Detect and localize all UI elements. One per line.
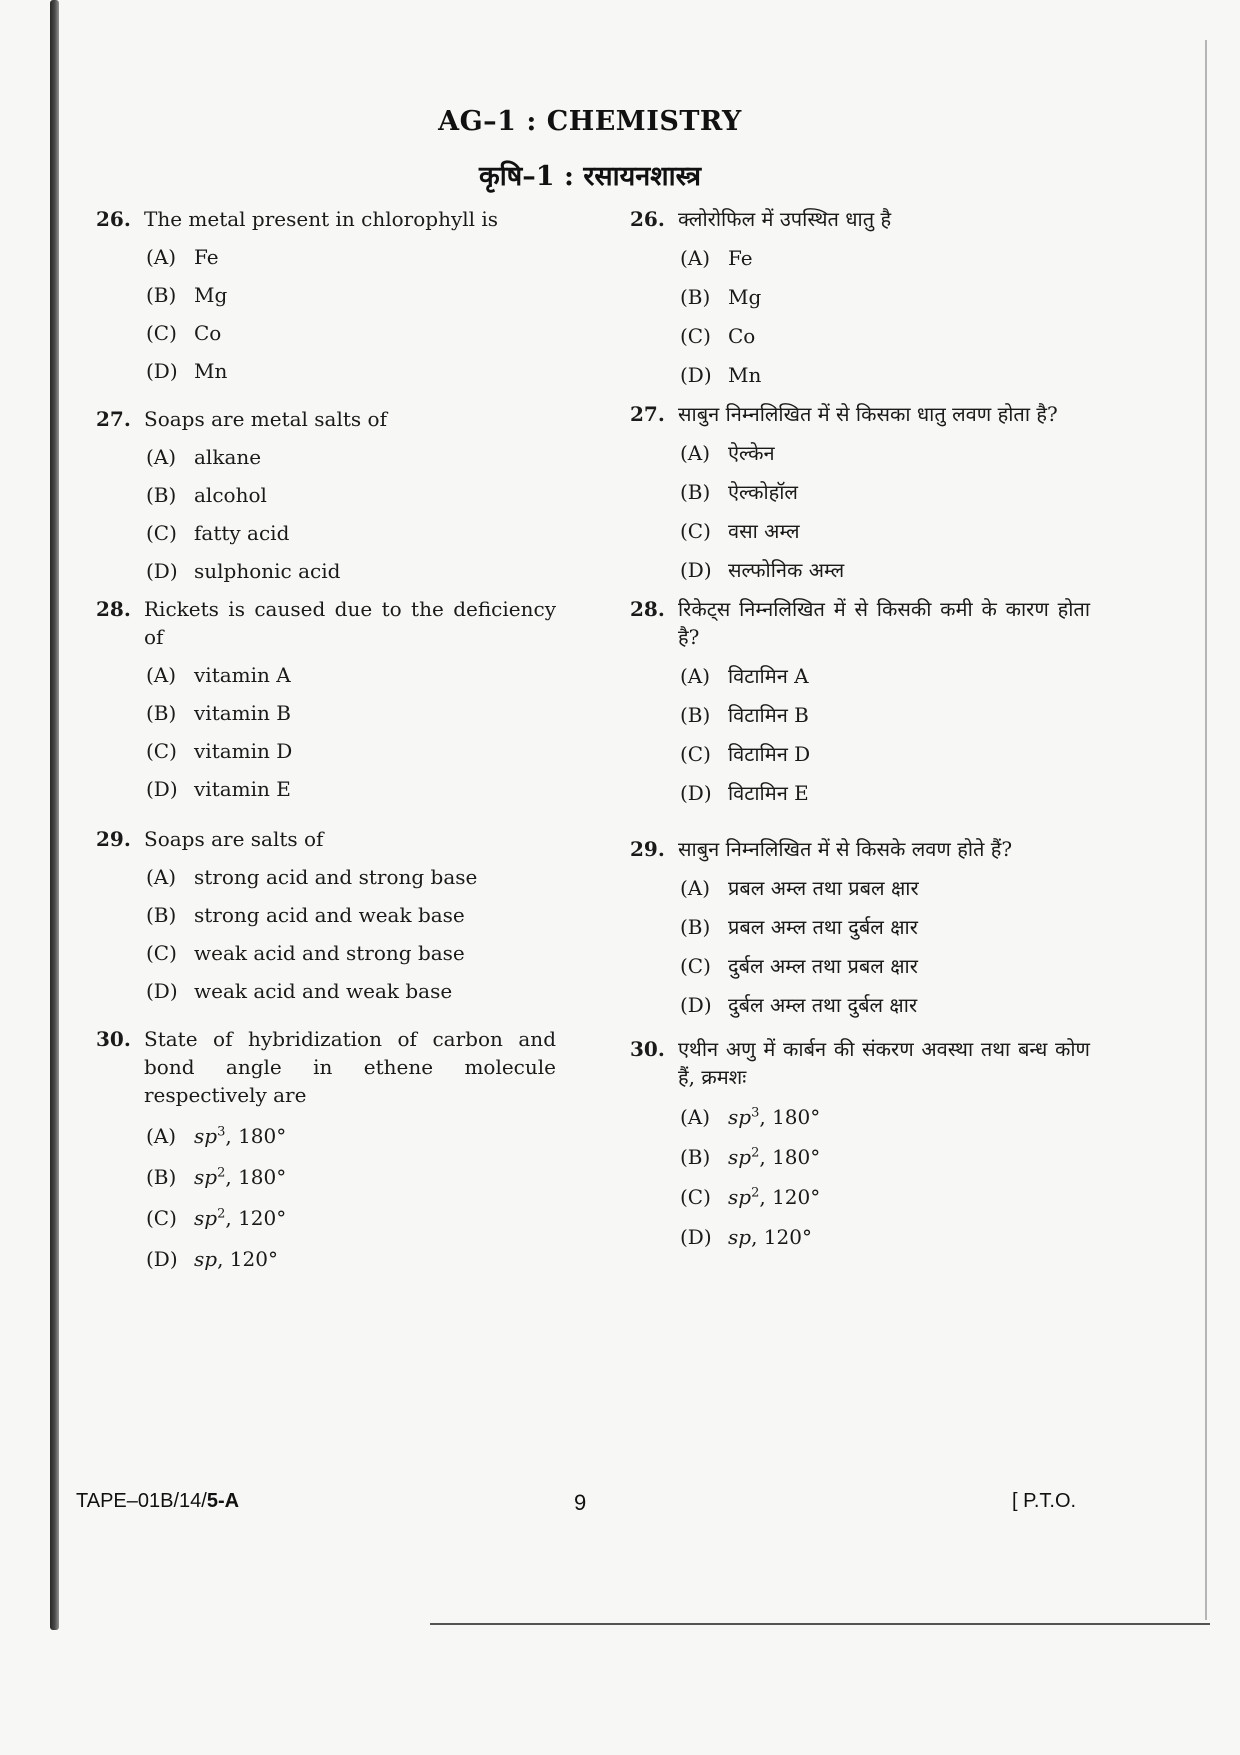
- option-text: sulphonic acid: [194, 559, 341, 583]
- option-label: (C): [680, 324, 711, 348]
- option-label: (C): [146, 941, 177, 965]
- option-text: प्रबल अम्ल तथा प्रबल क्षार: [728, 876, 919, 900]
- option-text: Co: [194, 321, 222, 345]
- option-row: [146, 243, 556, 271]
- option-label: (A): [680, 664, 711, 688]
- option-label: (B): [146, 701, 177, 725]
- option-text: Mn: [194, 359, 228, 383]
- option-row: [146, 481, 556, 509]
- superscript: 3: [751, 1105, 760, 1121]
- option-label: (C): [680, 742, 711, 766]
- option-label: (C): [146, 321, 177, 345]
- bond-angle: , 180°: [225, 1165, 287, 1189]
- option-row: [146, 519, 556, 547]
- question-26: [630, 205, 1090, 389]
- question-number: 30.: [630, 1037, 665, 1061]
- option-label: (B): [680, 480, 711, 504]
- question-number: 29.: [630, 837, 665, 861]
- option-text: [194, 1122, 556, 1150]
- option-row: [680, 1223, 1090, 1251]
- hybridization-symbol: sp: [728, 1185, 752, 1209]
- option-text: vitamin D: [194, 739, 293, 763]
- option-label: (D): [146, 1247, 178, 1271]
- hybridization-symbol: sp: [194, 1247, 218, 1271]
- option-label: (D): [680, 993, 712, 1017]
- option-label: (A): [680, 246, 711, 270]
- option-label: (D): [146, 359, 178, 383]
- question-number: 26.: [630, 207, 665, 231]
- question-27: [630, 400, 1090, 584]
- option-text: weak acid and weak base: [194, 979, 453, 1003]
- bottom-rule: [430, 1623, 1210, 1625]
- option-row: [146, 863, 556, 891]
- option-text: Co: [728, 324, 756, 348]
- question-stem: [96, 1025, 556, 1109]
- question-stem: [630, 400, 1090, 428]
- option-label: (C): [680, 954, 711, 978]
- bond-angle: , 120°: [751, 1225, 812, 1249]
- option-text: [728, 1183, 1090, 1211]
- option-label: (A): [680, 876, 711, 900]
- option-text: विटामिन E: [728, 781, 809, 805]
- hybridization-symbol: sp: [728, 1105, 752, 1129]
- question-26: [96, 205, 556, 385]
- option-text: प्रबल अम्ल तथा दुर्बल क्षार: [728, 915, 918, 939]
- hybridization-symbol: sp: [728, 1225, 752, 1249]
- question-stem: [630, 595, 1090, 651]
- question-29: [630, 835, 1090, 1019]
- option-label: (A): [146, 663, 177, 687]
- option-row: [146, 977, 556, 1005]
- option-label: (B): [680, 703, 711, 727]
- paper-code: TAPE–01B/14/5-A: [76, 1490, 240, 1512]
- option-row: [680, 913, 1090, 941]
- option-label: (B): [680, 1145, 711, 1169]
- option-row: [680, 1103, 1090, 1131]
- question-number: 28.: [96, 597, 131, 621]
- option-row: [680, 556, 1090, 584]
- option-row: [680, 701, 1090, 729]
- option-label: (D): [680, 558, 712, 582]
- option-label: (D): [146, 559, 178, 583]
- question-text: रिकेट्स निम्नलिखित में से किसकी कमी के कारण होता है?: [678, 597, 1090, 649]
- bond-angle: , 180°: [759, 1145, 821, 1169]
- question-stem: [630, 1035, 1090, 1091]
- section-title-hindi: कृषि–1 : रसायनशास्त्र: [478, 161, 702, 192]
- option-text: [194, 1163, 556, 1191]
- option-row: [146, 443, 556, 471]
- option-label: (C): [146, 1206, 177, 1230]
- option-text: vitamin A: [194, 663, 291, 687]
- option-label: (B): [146, 283, 177, 307]
- option-label: (A): [680, 1105, 711, 1129]
- page-number: 9: [574, 1490, 587, 1515]
- option-label: (D): [680, 781, 712, 805]
- option-label: (C): [680, 1185, 711, 1209]
- option-row: [146, 939, 556, 967]
- page-binding-edge: [50, 0, 59, 1630]
- option-row: [680, 322, 1090, 350]
- page-right-edge: [1205, 40, 1207, 1620]
- option-row: [146, 775, 556, 803]
- option-text: विटामिन B: [728, 703, 809, 727]
- question-text: क्लोरोफिल में उपस्थित धातु है: [678, 207, 892, 231]
- option-text: सल्फोनिक अम्ल: [728, 558, 845, 582]
- option-label: (A): [680, 441, 711, 465]
- question-stem: [630, 835, 1090, 863]
- option-text: ऐल्केन: [728, 441, 775, 465]
- option-text: Fe: [728, 246, 753, 270]
- option-row: [680, 517, 1090, 545]
- question-text: Soaps are salts of: [144, 827, 324, 851]
- question-number: 26.: [96, 207, 131, 231]
- hybridization-symbol: sp: [194, 1206, 218, 1230]
- option-row: [146, 1163, 556, 1191]
- option-label: (A): [146, 1124, 177, 1148]
- hybridization-symbol: sp: [194, 1165, 218, 1189]
- bond-angle: , 180°: [759, 1105, 821, 1129]
- bond-angle: , 120°: [217, 1247, 278, 1271]
- option-label: (D): [680, 1225, 712, 1249]
- option-text: दुर्बल अम्ल तथा प्रबल क्षार: [728, 954, 918, 978]
- question-stem: [96, 595, 556, 651]
- option-text: vitamin E: [194, 777, 291, 801]
- bond-angle: , 180°: [225, 1124, 287, 1148]
- option-text: fatty acid: [194, 521, 290, 545]
- option-row: [680, 779, 1090, 807]
- option-row: [146, 661, 556, 689]
- question-stem: [96, 825, 556, 853]
- option-row: [680, 991, 1090, 1019]
- option-row: [680, 662, 1090, 690]
- superscript: 3: [217, 1124, 226, 1140]
- option-text: वसा अम्ल: [728, 519, 800, 543]
- option-row: [146, 319, 556, 347]
- question-number: 29.: [96, 827, 131, 851]
- option-row: [146, 1245, 556, 1273]
- option-text: विटामिन A: [728, 664, 809, 688]
- option-label: (C): [146, 739, 177, 763]
- option-row: [680, 244, 1090, 272]
- question-stem: [96, 405, 556, 433]
- option-text: Fe: [194, 245, 219, 269]
- option-label: (D): [146, 777, 178, 801]
- option-label: (C): [680, 519, 711, 543]
- option-label: (A): [146, 865, 177, 889]
- question-stem: [630, 205, 1090, 233]
- option-text: ऐल्कोहॉल: [728, 480, 798, 504]
- option-text: weak acid and strong base: [194, 941, 465, 965]
- option-text: [728, 1103, 1090, 1131]
- option-row: [146, 1204, 556, 1232]
- option-text: Mn: [728, 363, 762, 387]
- superscript: 2: [217, 1165, 226, 1181]
- hybridization-symbol: sp: [728, 1145, 752, 1169]
- question-text: Rickets is caused due to the deficiency of: [144, 597, 556, 649]
- question-number: 27.: [630, 402, 665, 426]
- option-row: [146, 281, 556, 309]
- question-text: State of hybridization of carbon and bond angle in ethene molecule respectively are: [144, 1027, 556, 1107]
- option-text: Mg: [728, 285, 762, 309]
- option-text: विटामिन D: [728, 742, 811, 766]
- option-text: Mg: [194, 283, 228, 307]
- option-text: [728, 1143, 1090, 1171]
- superscript: 2: [751, 1145, 760, 1161]
- question-29: [96, 825, 556, 1005]
- question-number: 28.: [630, 597, 665, 621]
- question-number: 30.: [96, 1027, 131, 1051]
- bond-angle: , 120°: [225, 1206, 287, 1230]
- option-label: (D): [680, 363, 712, 387]
- option-row: [146, 699, 556, 727]
- option-text: [194, 1204, 556, 1232]
- question-text: एथीन अणु में कार्बन की संकरण अवस्था तथा बन्ध कोण हैं, क्रमशः: [678, 1037, 1090, 1089]
- option-text: दुर्बल अम्ल तथा दुर्बल क्षार: [728, 993, 918, 1017]
- question-text: साबुन निम्नलिखित में से किसके लवण होते हैं?: [678, 837, 1013, 861]
- option-label: (A): [146, 445, 177, 469]
- superscript: 2: [217, 1206, 226, 1222]
- bond-angle: , 120°: [759, 1185, 821, 1209]
- option-row: [680, 361, 1090, 389]
- question-28: [96, 595, 556, 803]
- question-30: [630, 1035, 1090, 1251]
- option-label: (B): [680, 285, 711, 309]
- option-label: (B): [680, 915, 711, 939]
- question-28: [630, 595, 1090, 807]
- question-number: 27.: [96, 407, 131, 431]
- question-30: [96, 1025, 556, 1273]
- option-label: (C): [146, 521, 177, 545]
- option-row: [146, 901, 556, 929]
- option-text: strong acid and weak base: [194, 903, 465, 927]
- option-row: [680, 478, 1090, 506]
- option-row: [680, 283, 1090, 311]
- question-stem: [96, 205, 556, 233]
- question-text: साबुन निम्नलिखित में से किसका धातु लवण होता है?: [678, 402, 1058, 426]
- option-text: [194, 1245, 556, 1273]
- option-row: [680, 1183, 1090, 1211]
- option-row: [146, 737, 556, 765]
- option-label: (B): [146, 903, 177, 927]
- option-text: strong acid and strong base: [194, 865, 478, 889]
- question-text: Soaps are metal salts of: [144, 407, 387, 431]
- option-label: (A): [146, 245, 177, 269]
- option-row: [680, 874, 1090, 902]
- option-row: [680, 952, 1090, 980]
- option-text: vitamin B: [194, 701, 291, 725]
- pto-marker: [ P.T.O.: [1012, 1490, 1077, 1512]
- option-text: alcohol: [194, 483, 267, 507]
- hybridization-symbol: sp: [194, 1124, 218, 1148]
- option-row: [146, 357, 556, 385]
- option-row: [146, 557, 556, 585]
- option-text: alkane: [194, 445, 262, 469]
- option-text: [728, 1223, 1090, 1251]
- option-label: (B): [146, 1165, 177, 1189]
- superscript: 2: [751, 1185, 760, 1201]
- question-27: [96, 405, 556, 585]
- option-label: (D): [146, 979, 178, 1003]
- option-row: [146, 1122, 556, 1150]
- section-title-english: AG–1 : CHEMISTRY: [438, 106, 742, 137]
- option-row: [680, 1143, 1090, 1171]
- option-label: (B): [146, 483, 177, 507]
- option-row: [680, 439, 1090, 467]
- option-row: [680, 740, 1090, 768]
- question-text: The metal present in chlorophyll is: [144, 207, 499, 231]
